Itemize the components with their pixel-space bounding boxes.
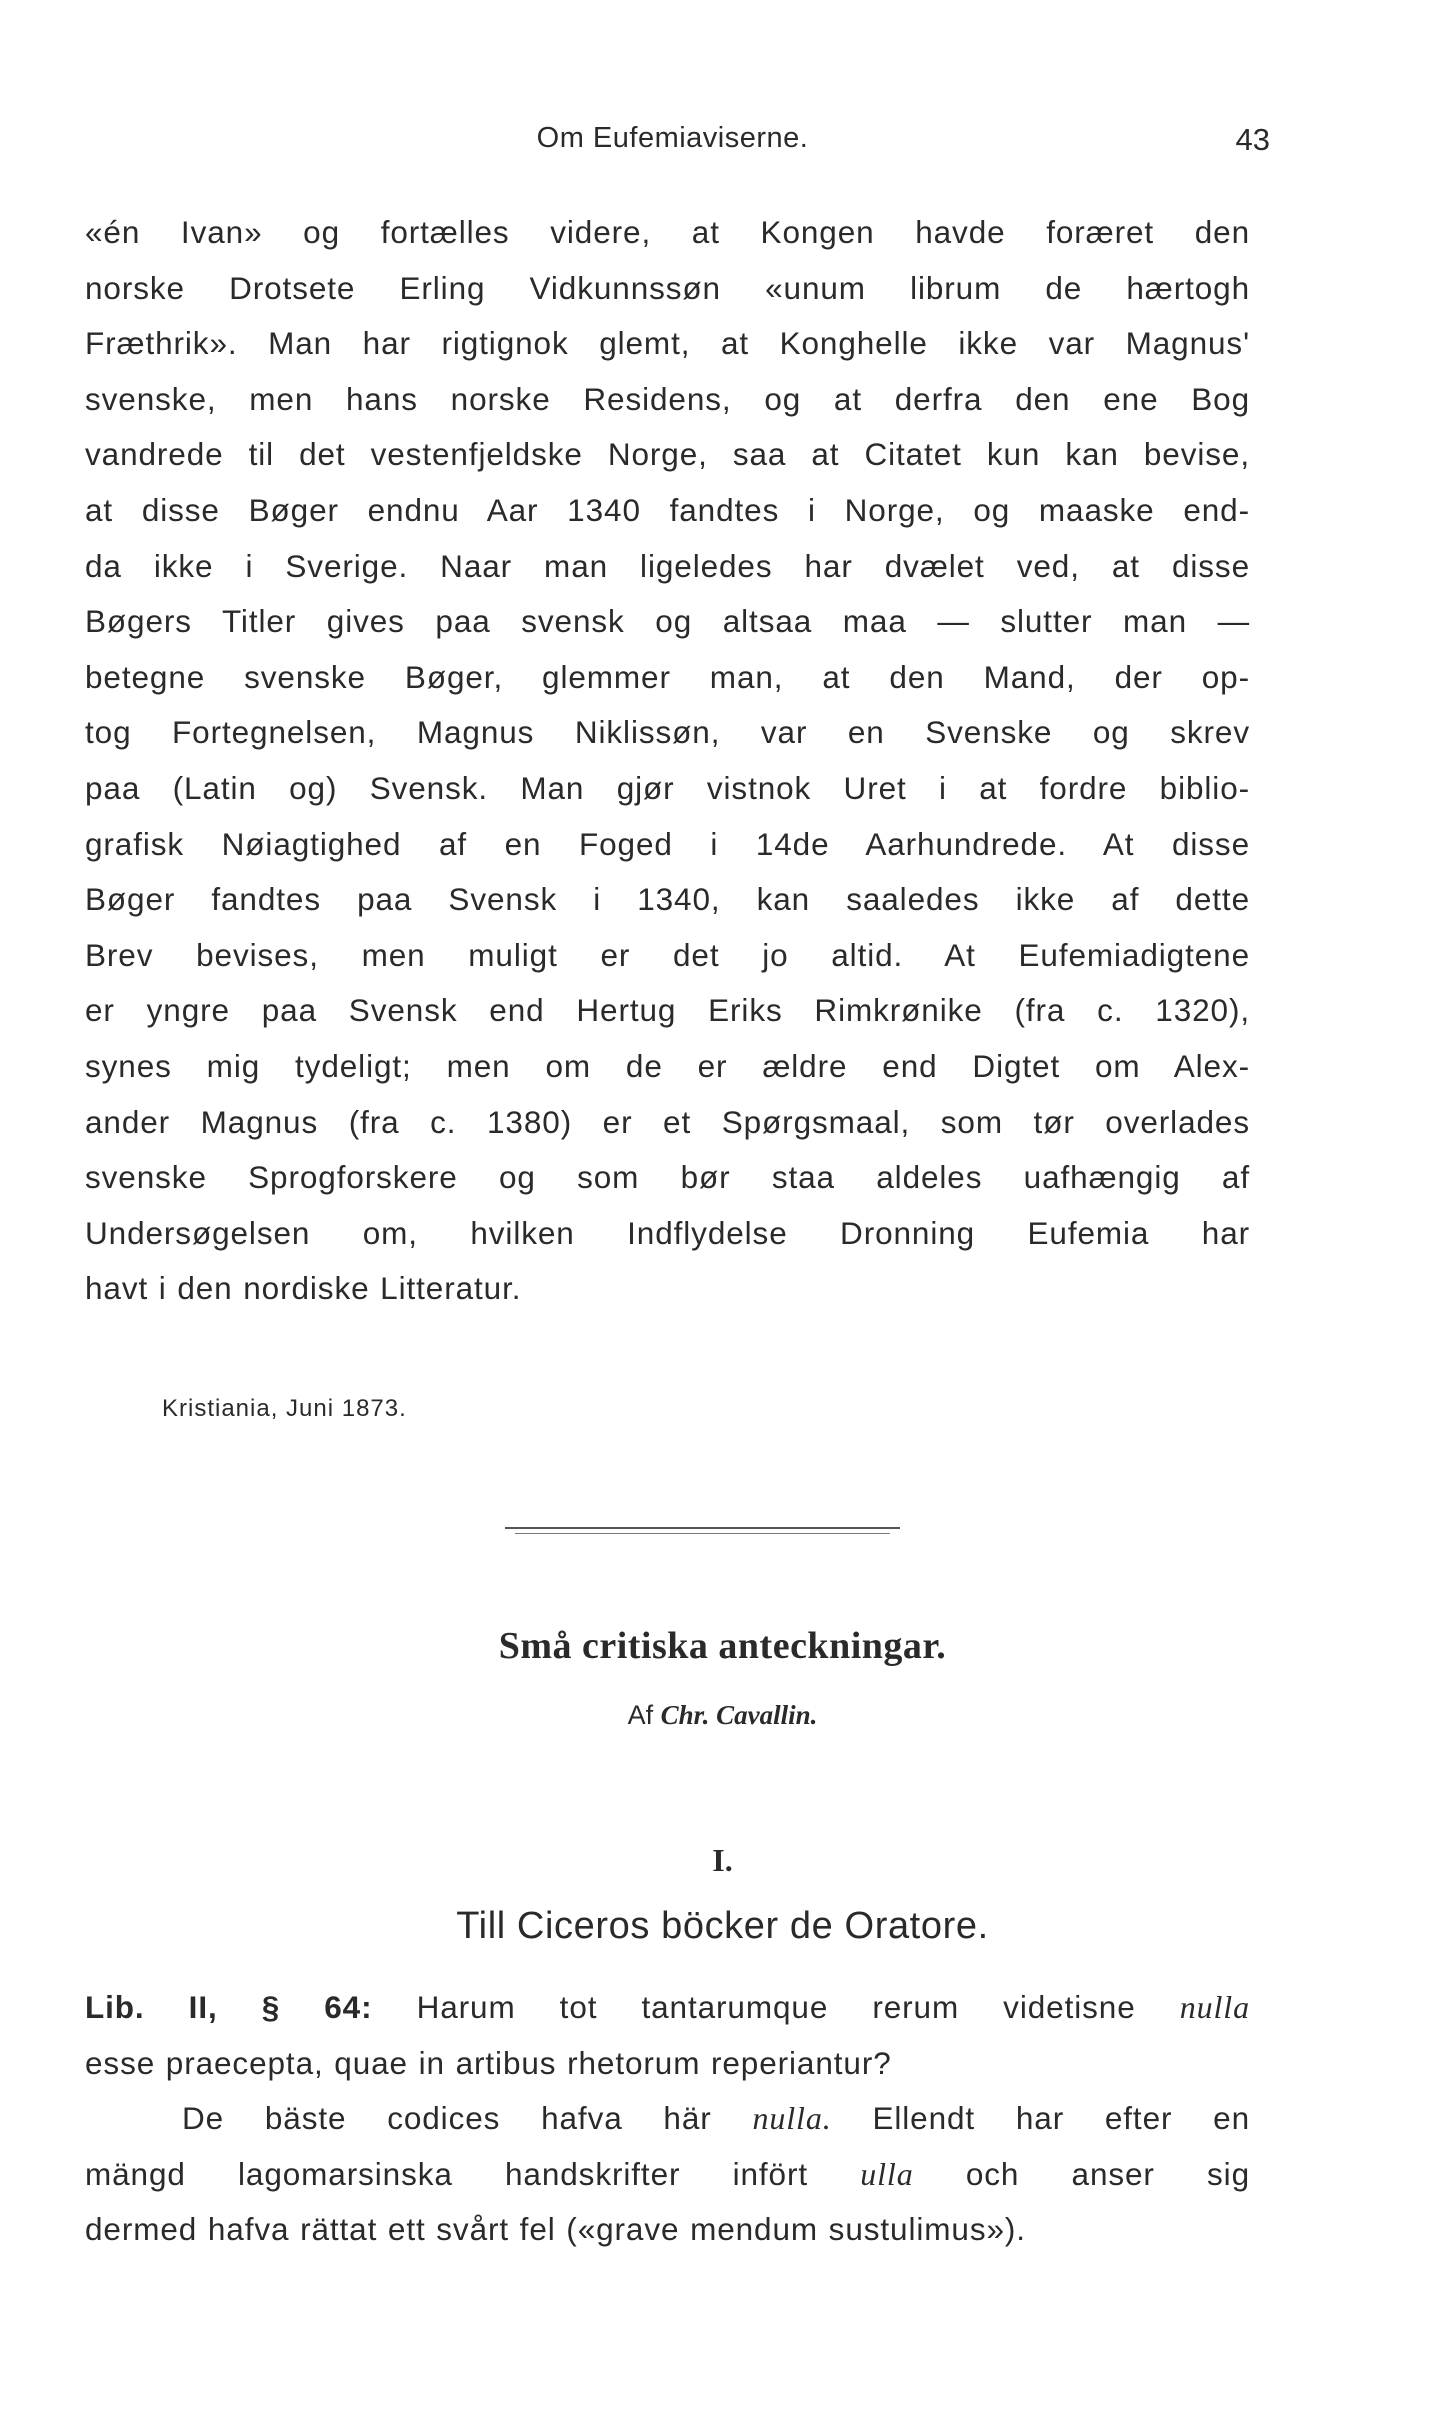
text-line: da ikke i Sverige. Naar man ligeledes har dvælet ved, at disse — [85, 547, 1250, 584]
running-head — [85, 122, 1270, 162]
text-line: norske Drotsete Erling Vidkunnssøn «unum librum de hærtogh — [85, 269, 1250, 306]
part-title: Till Ciceros böcker de Oratore. — [456, 1905, 989, 1947]
section-heading: Små critiska anteckningar. — [498, 1625, 947, 1667]
text-line-last: havt i den nordiske Litteratur. — [85, 1270, 522, 1307]
text-line: Bøgers Titler gives paa svensk og altsaa maa — slutter man — — [85, 603, 1250, 640]
text-line: paa (Latin og) Svensk. Man gjør vistnok Uret i at fordre biblio- — [85, 769, 1250, 806]
text-line: ander Magnus (fra c. 1380) er et Spørgsmaal, som tør overlades — [85, 1103, 1250, 1140]
paragraph-1 — [85, 205, 1250, 1317]
text-line: synes mig tydeligt; men om de er ældre end Digtet om Alex- — [85, 1047, 1250, 1084]
section-divider-thin — [515, 1533, 890, 1534]
section-divider — [505, 1527, 900, 1529]
text-run: mängd lagomarsinska handskrifter infört — [85, 2155, 809, 2192]
text-line: grafisk Nøiagtighed af en Foged i 14de Aarhundrede. At disse — [85, 825, 1250, 862]
paragraph-2 — [85, 1980, 1250, 2258]
text-run: Harum tot tantarumque rerum videtisne — [416, 1989, 1136, 2025]
text-line: at disse Bøger endnu Aar 1340 fandtes i Norge, og maaske end- — [85, 491, 1250, 528]
reference: Lib. II, § 64: — [85, 1989, 373, 2025]
text-line: vandrede til det vestenfjeldske Norge, saa at Citatet kun kan bevise, — [85, 436, 1250, 473]
text-line: svenske Sprogforskere og som bør staa aldeles uafhængig af — [85, 1159, 1250, 1196]
text-run: och anser sig — [965, 2155, 1250, 2192]
text-run: De bäste codices hafva här — [182, 2100, 712, 2137]
byline-prefix: Af — [627, 1700, 654, 1730]
text-line: svenske, men hans norske Residens, og at derfra den ene Bog — [85, 380, 1250, 417]
text-line: esse praecepta, quae in artibus rhetorum reperiantur? — [85, 2044, 892, 2081]
text-line: Fræthrik». Man har rigtignok glemt, at Konghelle ikke var Magnus' — [85, 325, 1250, 362]
running-title: Om Eufemiaviserne. — [536, 122, 809, 154]
text-line — [85, 2091, 1250, 2147]
author-name: Chr. Cavallin. — [660, 1700, 818, 1730]
text-line: tog Fortegnelsen, Magnus Niklissøn, var en Svenske og skrev — [85, 714, 1250, 751]
part-number: I. — [712, 1842, 733, 1878]
text-line: dermed hafva rättat ett svårt fel («grave mendum sustulimus»). — [85, 2211, 1026, 2248]
dateline: Kristiania, Juni 1873. — [162, 1395, 407, 1422]
text-line: Bøger fandtes paa Svensk i 1340, kan saaledes ikke af dette — [85, 881, 1250, 918]
text-line: Undersøgelsen om, hvilken Indflydelse Dronning Eufemia har — [85, 1214, 1250, 1251]
text-line — [85, 2147, 1250, 2203]
byline — [0, 1700, 1445, 1731]
text-line: Brev bevises, men muligt er det jo altid. At Eufemiadigtene — [85, 936, 1250, 973]
text-run: Ellendt har efter en — [872, 2100, 1251, 2137]
text-line — [85, 1980, 1250, 2036]
text-line: «én Ivan» og fortælles videre, at Kongen havde foræret den — [85, 214, 1250, 250]
page-number: 43 — [1235, 122, 1270, 157]
italic-word: nulla. — [752, 2100, 832, 2137]
text-line: er yngre paa Svensk end Hertug Eriks Rimkrønike (fra c. 1320), — [85, 992, 1250, 1029]
italic-word: nulla — [1179, 1989, 1250, 2025]
text-line: betegne svenske Bøger, glemmer man, at den Mand, der op- — [85, 658, 1250, 695]
italic-word: ulla — [860, 2155, 914, 2192]
